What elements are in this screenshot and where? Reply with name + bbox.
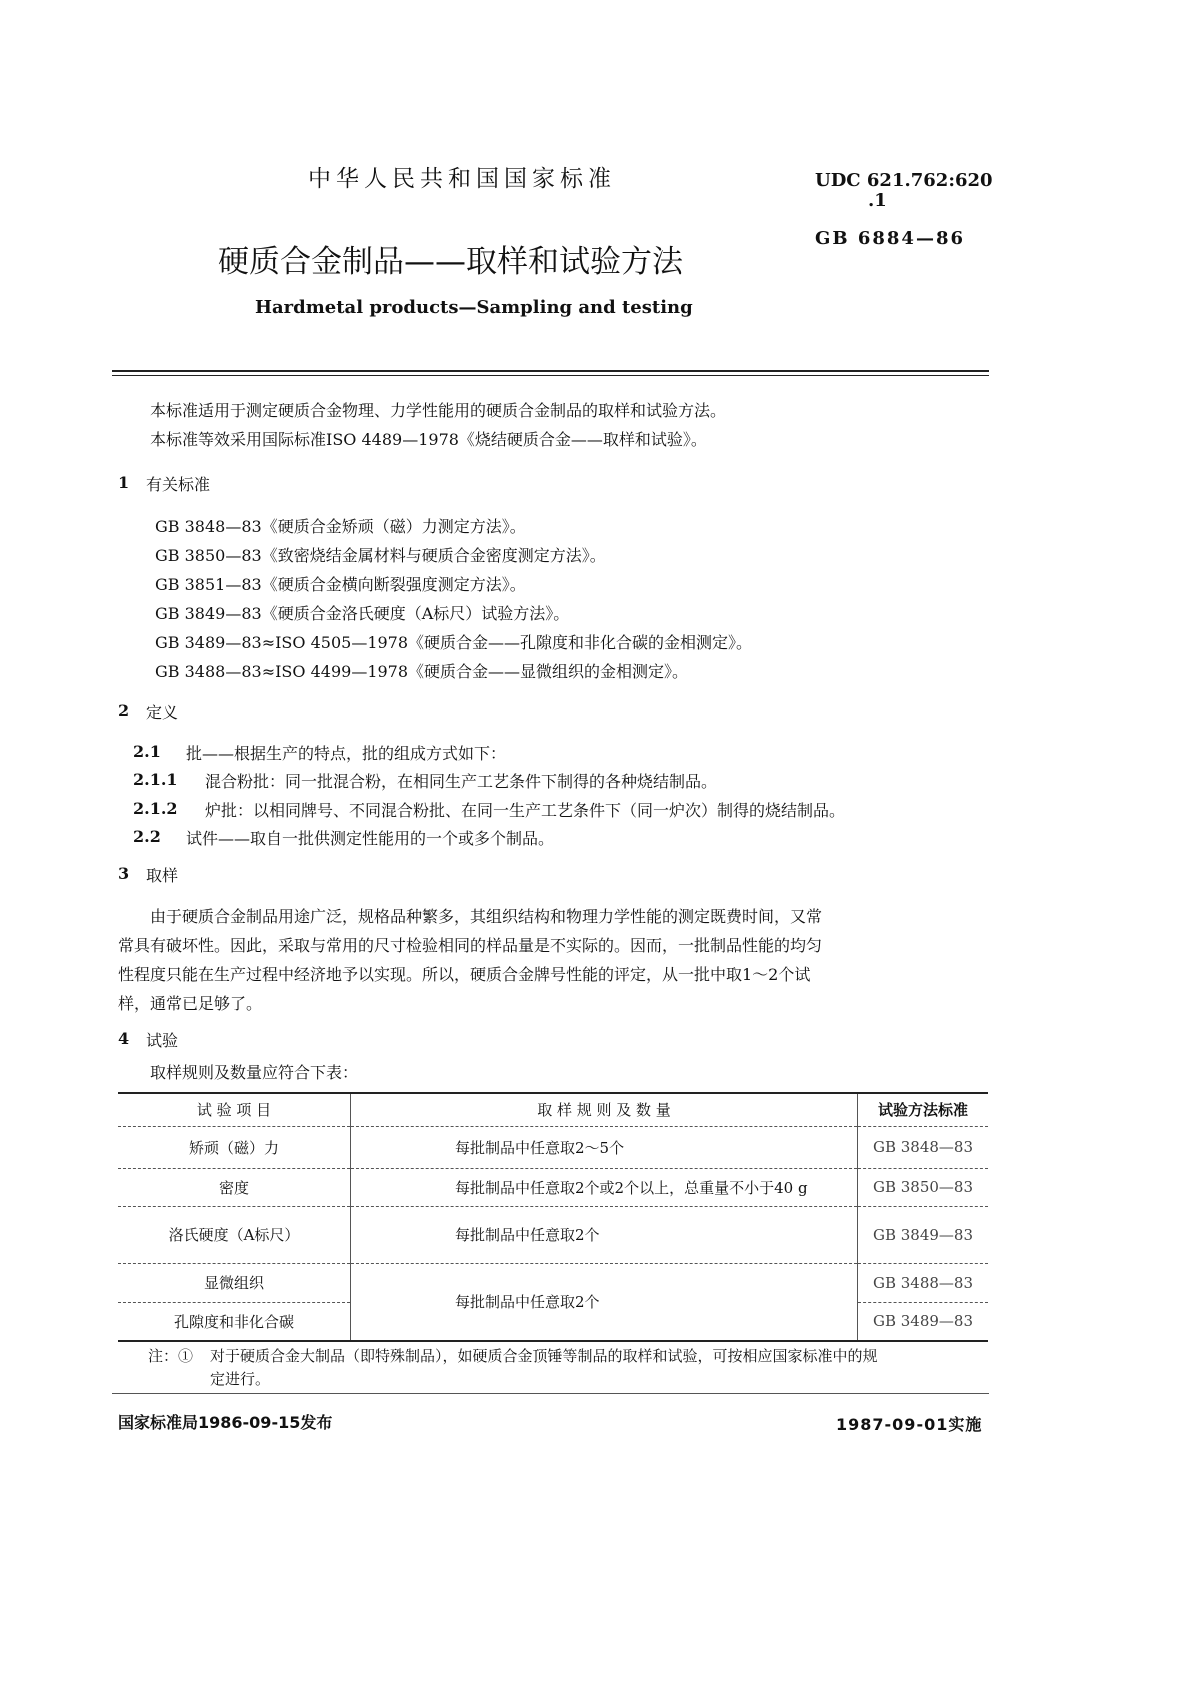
sampling-table [118, 1092, 988, 1342]
udc-code: UDC 621.762:620 [815, 170, 993, 191]
test-standard: GB 3850—83 [858, 1168, 989, 1206]
clause-text: 混合粉批：同一批混合粉，在相同生产工艺条件下制得的各种烧结制品。 [205, 772, 718, 791]
clause-text: 试件——取自一批供测定性能用的一个或多个制品。 [186, 829, 555, 848]
test-standard: GB 3489—83 [858, 1302, 989, 1341]
column-header: 试验方法标准 [858, 1093, 989, 1126]
reference-item: GB 3848—83《硬质合金矫顽（磁）力测定方法》。 [155, 517, 526, 536]
reference-item: GB 3850—83《致密烧结金属材料与硬质合金密度测定方法》。 [155, 546, 606, 565]
reference-item: GB 3488—83≈ISO 4499—1978《硬质合金——显微组织的金相测定》。 [155, 662, 689, 681]
section-title: 试验 [146, 1031, 179, 1050]
sampling-rule: 每批制品中任意取2个或2个以上，总重量不小于40 g [351, 1168, 858, 1206]
clause-text: 炉批：以相同牌号、不同混合粉批、在同一生产工艺条件下（同一炉次）制得的烧结制品。 [205, 801, 846, 820]
footer-rule [112, 1393, 989, 1394]
test-standard: GB 3488—83 [858, 1263, 989, 1302]
clause-text: 批——根据生产的特点，批的组成方式如下： [186, 744, 507, 763]
sampling-rule: 每批制品中任意取2个 [351, 1206, 858, 1263]
issue-date: 国家标准局1986-09-15发布 [118, 1413, 333, 1432]
standard-code: GB 6884—86 [815, 228, 965, 249]
intro-line: 本标准等效采用国际标准ISO 4489—1978《烧结硬质合金——取样和试验》。 [150, 430, 707, 449]
table-row [118, 1263, 988, 1302]
reference-item: GB 3489—83≈ISO 4505—1978《硬质合金——孔隙度和非化合碳的金相测定》。 [155, 633, 753, 652]
intro-line: 本标准适用于测定硬质合金物理、力学性能用的硬质合金制品的取样和试验方法。 [150, 401, 727, 420]
section-number: 3 [118, 864, 130, 883]
header-rule-thin [112, 375, 989, 376]
table-lead: 取样规则及数量应符合下表： [150, 1063, 359, 1082]
test-standard: GB 3848—83 [858, 1126, 989, 1168]
udc-code-cont: .1 [868, 190, 887, 211]
section-title: 定义 [146, 703, 179, 722]
paragraph-line: 常具有破坏性。因此，采取与常用的尺寸检验相同的样品量是不实际的。因而，一批制品性能的均匀 [118, 936, 823, 955]
table-row [118, 1168, 988, 1206]
table-header-row [118, 1093, 988, 1126]
note-text: 定进行。 [210, 1370, 271, 1388]
section-number: 4 [118, 1029, 130, 1048]
test-item: 矫顽（磁）力 [118, 1126, 351, 1168]
paragraph-line: 样，通常已足够了。 [118, 994, 263, 1013]
column-header: 试 验 项 目 [118, 1093, 351, 1126]
note-text: 对于硬质合金大制品（即特殊制品），如硬质合金顶锤等制品的取样和试验，可按相应国家标准中的规 [210, 1347, 878, 1365]
clause-number: 2.2 [133, 827, 161, 846]
note-label: 注：① [148, 1347, 194, 1365]
test-item: 显微组织 [118, 1263, 351, 1302]
test-item: 洛氏硬度（A标尺） [118, 1206, 351, 1263]
table-row [118, 1206, 988, 1263]
test-item: 孔隙度和非化合碳 [118, 1302, 351, 1341]
title-zh: 硬质合金制品——取样和试验方法 [218, 244, 683, 280]
table-row [118, 1126, 988, 1168]
column-header: 取 样 规 则 及 数 量 [351, 1093, 858, 1126]
section-title: 有关标准 [146, 475, 211, 494]
paragraph-line: 由于硬质合金制品用途广泛，规格品种繁多，其组织结构和物理力学性能的测定既费时间，又常 [150, 907, 823, 926]
reference-item: GB 3849—83《硬质合金洛氏硬度（A标尺）试验方法》。 [155, 604, 570, 623]
section-number: 2 [118, 701, 130, 720]
clause-number: 2.1 [133, 742, 161, 761]
test-item: 密度 [118, 1168, 351, 1206]
clause-number: 2.1.2 [133, 799, 178, 818]
effective-date: 1987-09-01实施 [836, 1415, 983, 1434]
sampling-rule: 每批制品中任意取2个 [455, 1293, 600, 1312]
clause-number: 2.1.1 [133, 770, 178, 789]
issuing-org: 中华人民共和国国家标准 [308, 166, 616, 192]
title-en: Hardmetal products—Sampling and testing [255, 297, 693, 318]
test-standard: GB 3849—83 [858, 1206, 989, 1263]
header-rule [112, 370, 989, 372]
section-title: 取样 [146, 866, 179, 885]
sampling-rule: 每批制品中任意取2～5个 [351, 1126, 858, 1168]
reference-item: GB 3851—83《硬质合金横向断裂强度测定方法》。 [155, 575, 526, 594]
section-number: 1 [118, 473, 130, 492]
paragraph-line: 性程度只能在生产过程中经济地予以实现。所以，硬质合金牌号性能的评定，从一批中取1～2个试 [118, 965, 811, 984]
